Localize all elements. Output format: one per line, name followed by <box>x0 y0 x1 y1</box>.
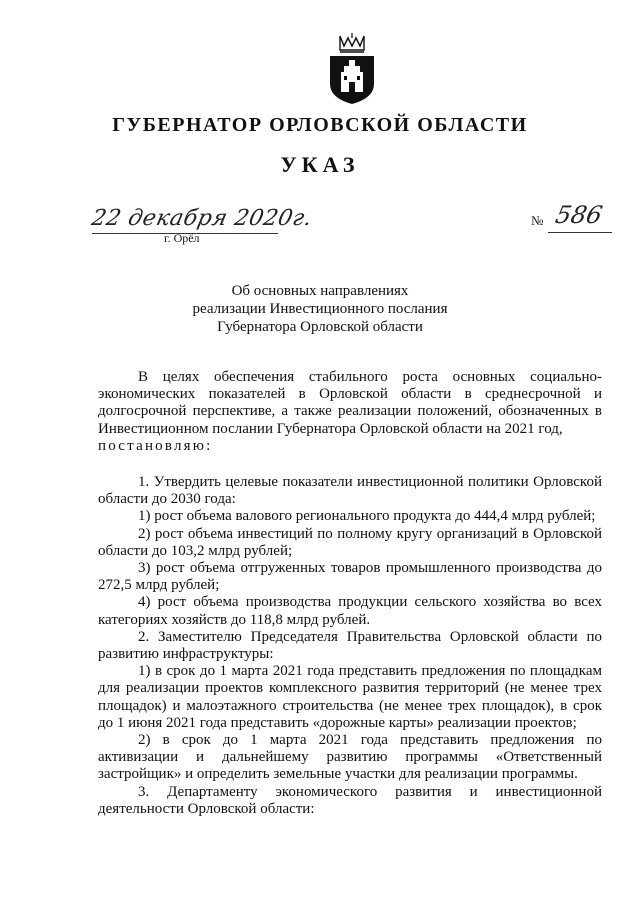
paragraph-1-item-3: 3) рост объема отгруженных товаров промышленного производства до 272,5 млрд рублей; <box>98 560 602 594</box>
paragraph-2-item-1: 1) в срок до 1 марта 2021 года представить предложения по площадкам для реализации проектов комплексного развития территорий (не менее трех площадок) и малоэтажного строительства (не менее трех площадок), в срок до 1 июня 2021 года представить «дорожные карты» реализации проектов; <box>98 663 602 731</box>
paragraph-2: 2. Заместителю Председателя Правительства Орловской области по развитию инфраструктуры: <box>98 628 602 663</box>
coat-of-arms-icon <box>326 32 378 106</box>
paragraph-1-item-4: 4) рост объема производства продукции сельского хозяйства во всех категориях хозяйств до 118,8 млрд рублей. <box>98 594 602 628</box>
paragraph-3: 3. Департаменту экономического развития и инвестиционной деятельности Орловской области: <box>98 783 602 817</box>
preamble-paragraph <box>98 369 602 455</box>
paragraph-2-item-2: 2) в срок до 1 марта 2021 года представить предложения по активизации и дальнейшему развитию программы «Ответственный застройщик» и определить земельные участки для реализации программы. <box>98 732 602 783</box>
decree-number-handwritten: 586 <box>553 201 605 229</box>
paragraph-1: 1. Утвердить целевые показатели инвестиционной политики Орловской области до 2030 года: <box>98 474 602 508</box>
number-label: № <box>531 213 544 228</box>
decree-body <box>98 369 602 818</box>
subject-line: Губернатора Орловской области <box>217 319 423 335</box>
decree-subject <box>0 282 640 336</box>
number-underline <box>548 232 612 233</box>
subject-line: Об основных направлениях <box>231 283 409 299</box>
decree-date-handwritten: 22 декабря 2020г. <box>89 206 315 231</box>
issuer-title: ГУБЕРНАТОР ОРЛОВСКОЙ ОБЛАСТИ <box>112 114 528 136</box>
paragraph-1-item-2: 2) рост объема инвестиций по полному кругу организаций в Орловской области до 103,2 млрд рублей; <box>98 525 602 559</box>
document-type: УКАЗ <box>280 152 360 177</box>
preamble-text: В целях обеспечения стабильного роста основных социально-экономических показателей в Орловской области в среднесрочной и долгосрочной перспективе, а также реализации положений, обозначенных в Инвестиционном послании Губернатора Орловской области на 2021 год, <box>98 369 602 437</box>
decree-word: постановляю: <box>98 437 213 454</box>
issue-city: г. Орёл <box>164 231 200 245</box>
subject-line: реализации Инвестиционного послания <box>192 301 448 317</box>
paragraph-1-item-1: 1) рост объема валового регионального продукта до 444,4 млрд рублей; <box>138 508 596 525</box>
